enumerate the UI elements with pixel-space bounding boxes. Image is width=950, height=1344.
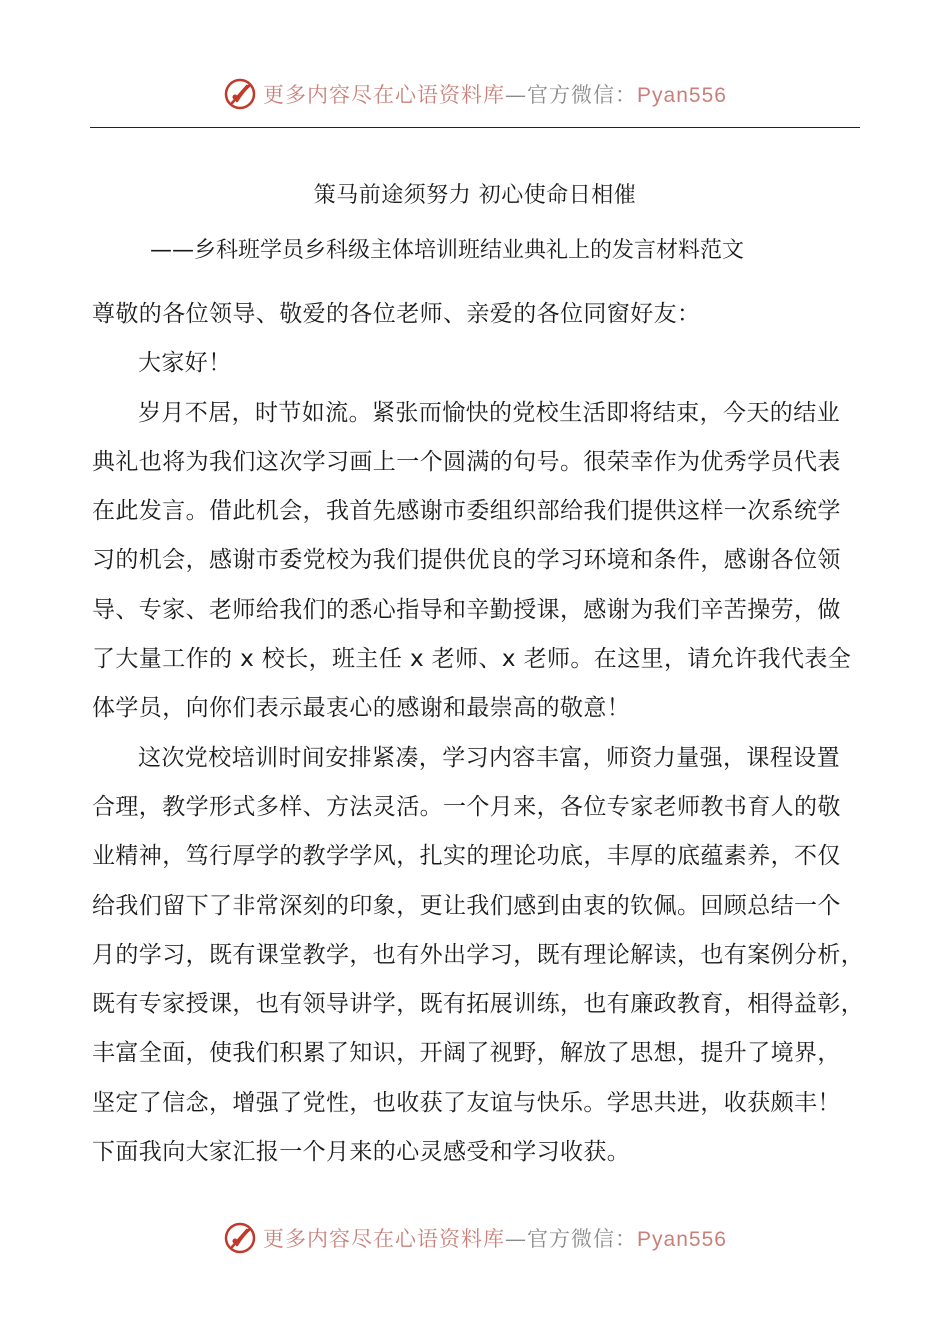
body-line: 在此发言。借此机会，我首先感谢市委组织部给我们提供这样一次系统学 xyxy=(92,498,841,525)
body-line: 坚定了信念，增强了党性，也收获了友谊与快乐。学思共进，收获颇丰！ xyxy=(92,1089,841,1116)
body-line: 这次党校培训时间安排紧凑，学习内容丰富，师资力量强，课程设置 xyxy=(138,744,840,771)
body-line: 既有专家授课，也有领导讲学，既有拓展训练，也有廉政教育，相得益彰， xyxy=(92,991,865,1018)
watermark-wechat-id: Pyan556 xyxy=(637,84,727,107)
document-body xyxy=(92,290,865,1177)
watermark-wechat-label: 官方微信： xyxy=(527,1227,638,1251)
document-subtitle: ——乡科班学员乡科级主体培训班结业典礼上的发言材料范文 xyxy=(150,238,745,263)
header-divider xyxy=(90,127,860,128)
body-line: 给我们留下了非常深刻的印象，更让我们感到由衷的钦佩。回顾总结一个 xyxy=(92,892,841,919)
quill-logo-icon xyxy=(223,77,257,111)
body-line: 了大量工作的 x 校长，班主任 x 老师、x 老师。在这里，请允许我代表全 xyxy=(92,646,852,673)
footer-watermark xyxy=(0,1216,950,1260)
header-watermark xyxy=(0,72,950,116)
body-line: 合理，教学形式多样、方法灵活。一个月来，各位专家老师教书育人的敬 xyxy=(92,793,841,820)
body-line: 月的学习，既有课堂教学，也有外出学习，既有理论解读，也有案例分析， xyxy=(92,941,865,968)
body-line: 丰富全面，使我们积累了知识，开阔了视野，解放了思想，提升了境界， xyxy=(92,1040,841,1067)
watermark-separator: — xyxy=(505,1227,528,1251)
watermark-site: 更多内容尽在心语资料库 xyxy=(263,1227,506,1251)
watermark-separator: — xyxy=(505,83,528,107)
watermark-site: 更多内容尽在心语资料库 xyxy=(263,83,506,107)
body-line: 体学员，向你们表示最衷心的感谢和最崇高的敬意！ xyxy=(92,695,631,722)
document-title: 策马前途须努力 初心使命日相催 xyxy=(313,183,637,208)
quill-logo-icon xyxy=(223,1221,257,1255)
body-line: 大家好！ xyxy=(138,350,232,377)
watermark-wechat-label: 官方微信： xyxy=(527,83,638,107)
body-line: 下面我向大家汇报一个月来的心灵感受和学习收获。 xyxy=(92,1139,631,1166)
body-line: 业精神，笃行厚学的教学学风，扎实的理论功底，丰厚的底蕴素养，不仅 xyxy=(92,843,841,870)
body-line: 典礼也将为我们这次学习画上一个圆满的句号。很荣幸作为优秀学员代表 xyxy=(92,448,841,475)
watermark-wechat-id: Pyan556 xyxy=(637,1228,727,1251)
salutation-line: 尊敬的各位领导、敬爱的各位老师、亲爱的各位同窗好友： xyxy=(92,301,701,327)
body-line: 导、专家、老师给我们的悉心指导和辛勤授课，感谢为我们辛苦操劳，做 xyxy=(92,596,841,623)
body-line: 岁月不居，时节如流。紧张而愉快的党校生活即将结束，今天的结业 xyxy=(138,399,840,426)
body-line: 习的机会，感谢市委党校为我们提供优良的学习环境和条件，感谢各位领 xyxy=(92,547,841,574)
